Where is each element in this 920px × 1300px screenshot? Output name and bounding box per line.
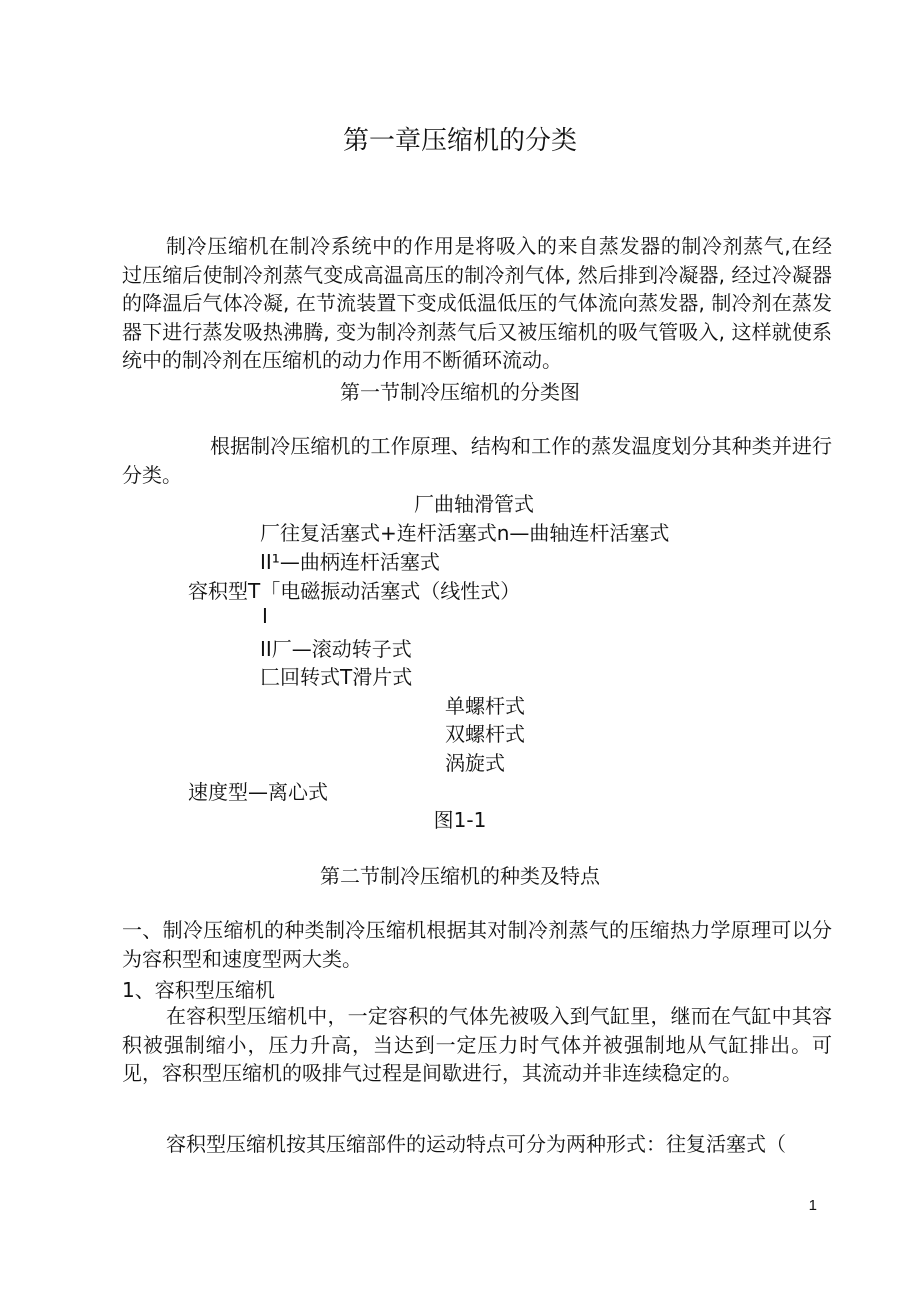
chapter-title: 第一章压缩机的分类 xyxy=(342,126,577,156)
diagram-line-2: 厂往复活塞式+连杆活塞式n—曲轴连杆活塞式 xyxy=(260,521,670,545)
diagram-line-9: 双螺杆式 xyxy=(445,722,525,746)
diagram-line-6: II厂—滚动转子式 xyxy=(260,637,412,661)
subheading-volumetric: 1、容积型压缩机 xyxy=(122,978,275,1002)
diagram-line-10: 涡旋式 xyxy=(445,751,505,775)
figure-caption: 图1-1 xyxy=(433,808,487,832)
diagram-line-4: 容积型T「电磁振动活塞式（线性式） xyxy=(188,579,521,603)
paragraph-volumetric: 在容积型压缩机中，一定容积的气体先被吸入到气缸里，继而在气缸中其容积被强制缩小，压力升高，当达到一定压力时气体并被强制地从气缸排出。可见，容积型压缩机的吸排气过程是间歇进行，其流动并非连续稳定的。 xyxy=(122,1004,832,1085)
section1-paragraph: 根据制冷压缩机的工作原理、结构和工作的蒸发温度划分其种类并进行分类。 xyxy=(122,434,832,487)
paragraph-forms: 容积型压缩机按其压缩部件的运动特点可分为两种形式：往复活塞式（ xyxy=(166,1132,786,1156)
diagram-line-7: 匚回转式T滑片式 xyxy=(260,665,413,689)
diagram-line-1: 厂曲轴滑管式 xyxy=(414,492,534,516)
section2-heading: 第二节制冷压缩机的种类及特点 xyxy=(320,864,600,888)
section1-heading: 第一节制冷压缩机的分类图 xyxy=(340,380,580,404)
section2-paragraph: 一、制冷压缩机的种类制冷压缩机根据其对制冷剂蒸气的压缩热力学原理可以分为容积型和速度型两大类。 xyxy=(122,918,832,971)
diagram-line-3: II¹—曲柄连杆活塞式 xyxy=(260,550,440,574)
diagram-line-8: 单螺杆式 xyxy=(445,694,525,718)
page-number: 1 xyxy=(808,1197,817,1214)
diagram-line-11: 速度型—离心式 xyxy=(188,780,328,804)
intro-paragraph: 制冷压缩机在制冷系统中的作用是将吸入的来自蒸发器的制冷剂蒸气,在经过压缩后使制冷剂蒸气变成高温高压的制冷剂气体, 然后排到冷凝器, 经过冷凝器的降温后气体冷凝, 在节流装置下变成低温低压的气体流向蒸发器, 制冷剂在蒸发器下进行蒸发吸热沸腾, 变为制冷剂蒸气后又被压缩机的吸气管吸入, 这样就使系统中的制冷剂在压缩机的动力作用不断循环流动。 xyxy=(122,234,832,372)
diagram-line-5: I xyxy=(262,604,268,628)
